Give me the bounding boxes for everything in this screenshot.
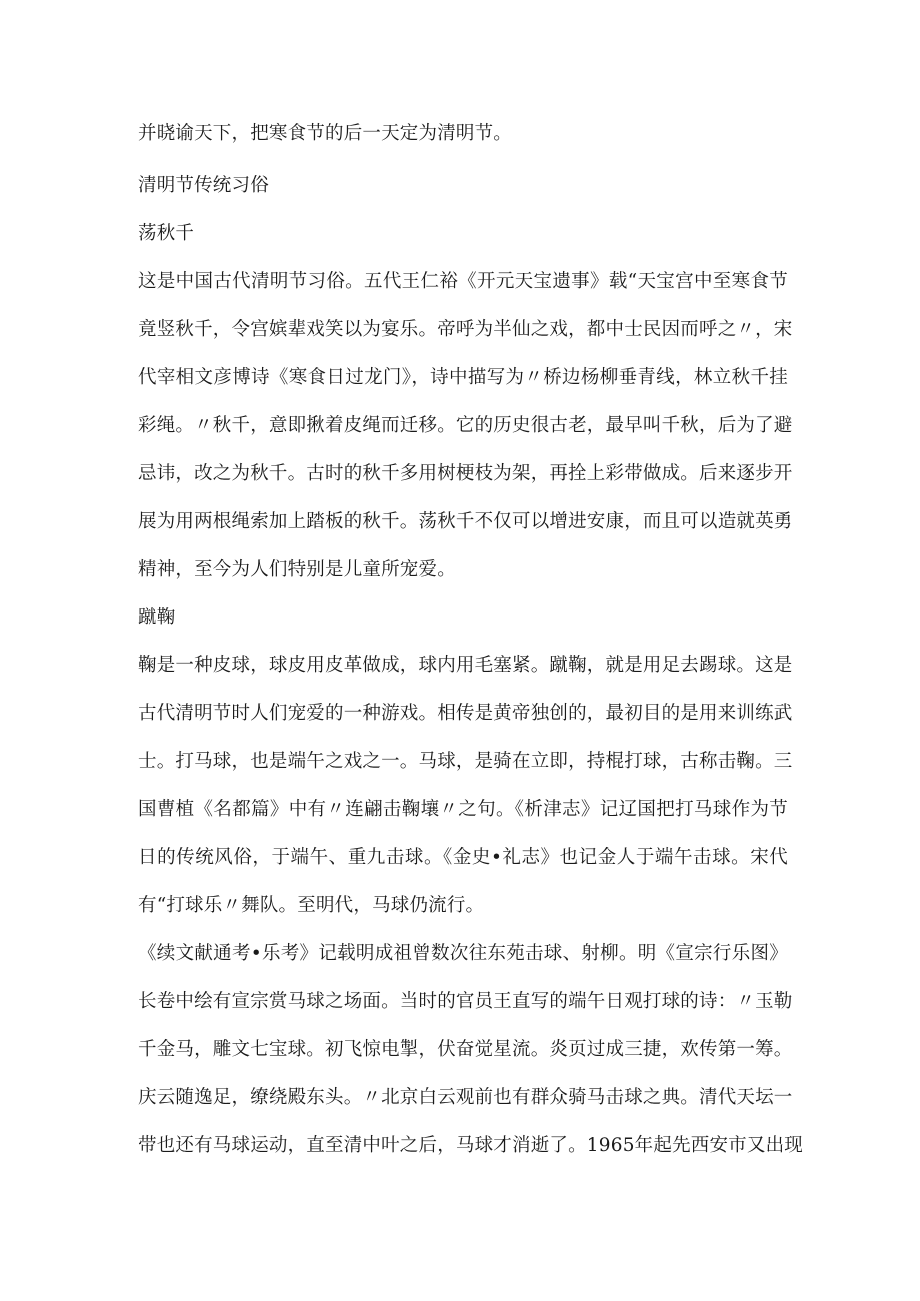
paragraph-line: 精神，至今为人们特别是儿童所宠爱。 — [138, 559, 456, 580]
paragraph-line: 士。打马球，也是端午之戏之一。马球，是骑在立即，持棍打球，古称击鞠。三 — [138, 751, 793, 772]
paragraph-line: 长卷中绘有宣宗赏马球之场面。当时的官员王直写的端午日观打球的诗：〃玉勒 — [138, 991, 793, 1012]
paragraph-line: 有“打球乐〃舞队。至明代，马球仍流行。 — [138, 895, 485, 916]
paragraph-line: 《续文献通考•乐考》记载明成祖曾数次往东苑击球、射柳。明《宣宗行乐图》 — [138, 943, 788, 964]
paragraph-line: 代宰相文彦博诗《寒食日过龙门》，诗中描写为〃桥边杨柳垂青线，林立秋千挂 — [138, 367, 788, 388]
paragraph-line: 忌讳，改之为秋千。古时的秋千多用树梗枝为架，再拴上彩带做成。后来逐步开 — [138, 463, 793, 484]
paragraph-line: 国曹植《名都篇》中有〃连翩击鞠壤〃之句。《析津志》记辽国把打马球作为节 — [138, 799, 788, 820]
paragraph-line: 千金马，雕文七宝球。初飞惊电掣，伏奋觉星流。炎页过成三捷，欢传第一筹。 — [138, 1039, 793, 1060]
paragraph-line: 庆云随逸足，缭绕殿东头。〃北京白云观前也有群众骑马击球之典。清代天坛一 — [138, 1087, 793, 1108]
paragraph-line: 日的传统风俗，于端午、重九击球。《金史•礼志》也记金人于端午击球。宋代 — [138, 847, 788, 868]
section-heading: 清明节传统习俗 — [138, 175, 269, 196]
paragraph-line: 这是中国古代清明节习俗。五代王仁裕《开元天宝遗事》载“天宝宫中至寒食节 — [138, 271, 788, 292]
paragraph-line: 鞠是一种皮球，球皮用皮革做成，球内用毛塞紧。蹴鞠，就是用足去踢球。这是 — [138, 655, 793, 676]
paragraph-line: 展为用两根绳索加上踏板的秋千。荡秋千不仅可以增进安康，而且可以造就英勇 — [138, 511, 793, 532]
paragraph-line: 带也还有马球运动，直至清中叶之后，马球才消逝了。1965年起先西安市又出现 — [138, 1135, 803, 1156]
paragraph-line: 彩绳。〃秋千，意即揪着皮绳而迁移。它的历史很古老，最早叫千秋，后为了避 — [138, 415, 793, 436]
subsection-heading: 荡秋千 — [138, 223, 195, 244]
paragraph-line: 并晓谕天下，把寒食节的后一天定为清明节。 — [138, 123, 513, 144]
subsection-heading: 蹴鞠 — [138, 607, 176, 628]
paragraph-line: 古代清明节时人们宠爱的一种游戏。相传是黄帝独创的，最初目的是用来训练武 — [138, 703, 793, 724]
paragraph-line: 竟竖秋千，令宫嫔辈戏笑以为宴乐。帝呼为半仙之戏，都中士民因而呼之〃，宋 — [138, 319, 793, 340]
